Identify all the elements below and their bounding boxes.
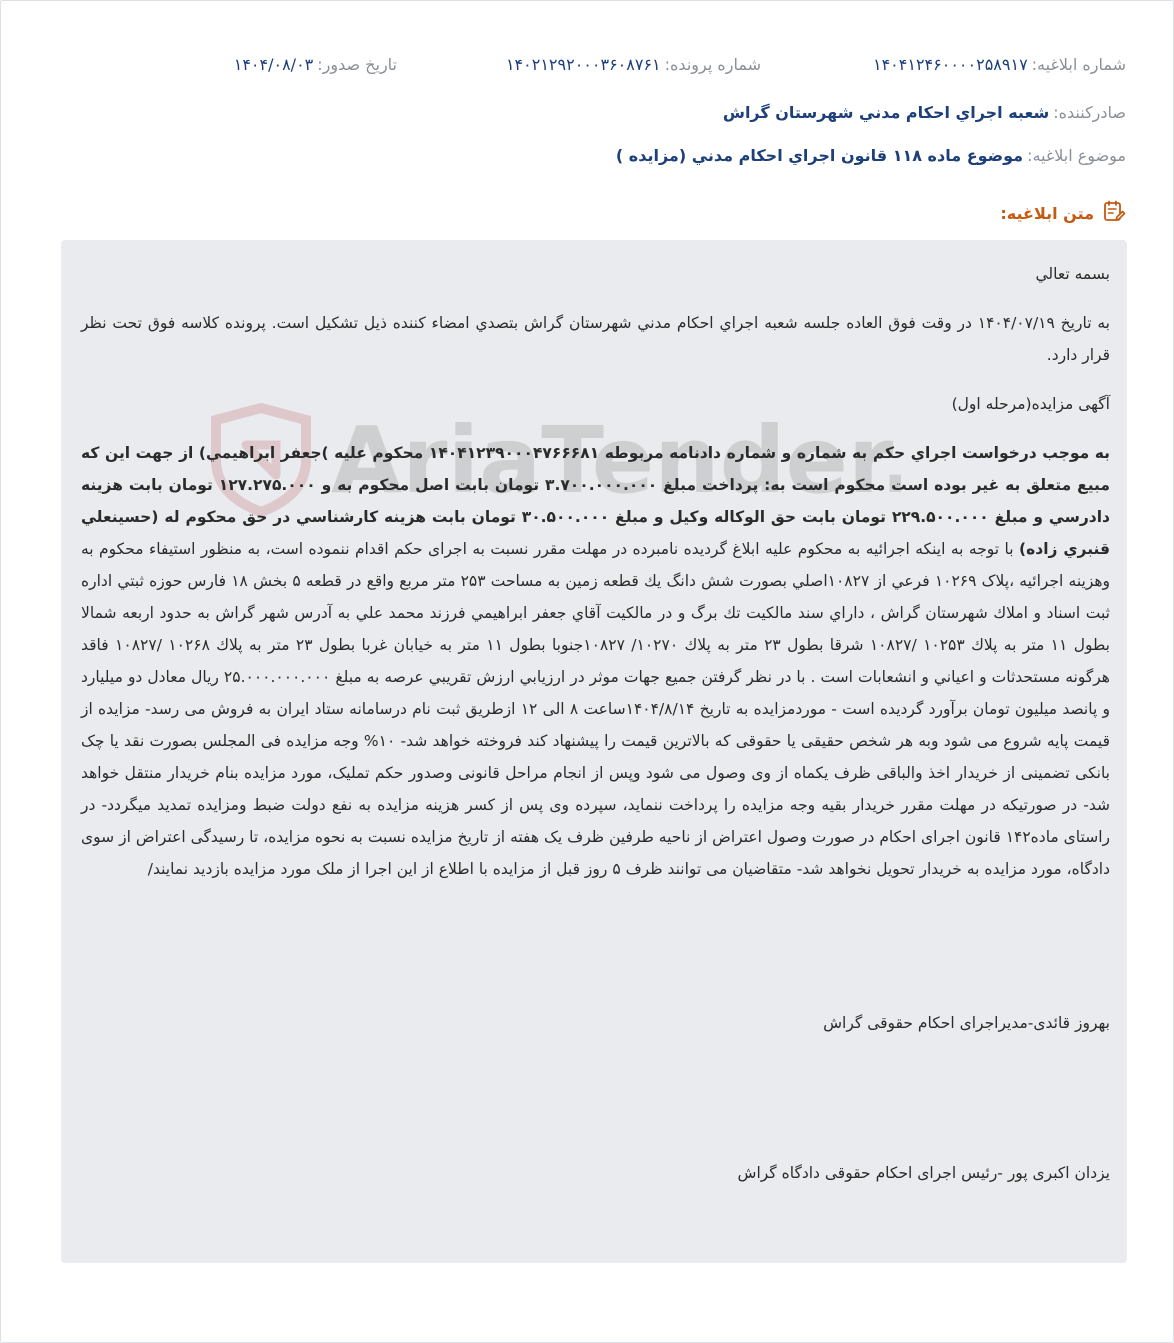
- case-number-value: ۱۴۰۲۱۲۹۲۰۰۰۳۶۰۸۷۶۱: [505, 55, 661, 74]
- notice-content: [81, 258, 1110, 885]
- notice-body-box: [61, 240, 1127, 1263]
- auction-details: با توجه به اینکه اجرائیه به محکوم علیه ابلاغ گردیده نامبرده در مهلت مقرر نسبت به اجرای حکم اقدام ننموده است، به منظور استیفاء محکوم به وهزینه اجرائیه ،پلاک ۱۰۲۶۹ فرعي از ۱۰۸۲۷اصلي بصورت شش دانگ يك قطعه زمين به مساحت ۲۵۳ متر مربع واقع در قطعه ۵ بخش ۱۸ فارس حوزه ثبتي اداره ثبت اسناد و املاك شهرستان گراش ، داراي سند مالكيت تك برگ و در مالكيت آقاي جعفر ابراهيمي فرزند محمد علي به آدرس شهر گراش به حدود اربعه شمالا بطول ۱۱ متر به پلاك ۱۰۲۵۳ /۱۰۸۲۷ شرقا بطول ۲۳ متر به پلاك ۱۰۲۷۰/ ۱۰۸۲۷جنوبا بطول ۱۱ متر به خيابان غربا بطول ۲۳ متر به پلاك ۱۰۲۶۸ /۱۰۸۲۷ فاقد هرگونه مستحدثات و اعياني و انشعابات است . با در نظر گرفتن جميع جهات موثر در ارزيابي ارزش تقريبي عرصه به مبلغ ۲۵.۰۰۰.۰۰۰.۰۰۰ ريال معادل دو ميليارد و پانصد ميليون تومان برآورد گرديده است - موردمزایده به تاریخ ۱۴۰۴/۸/۱۴ساعت ۸ الی ۱۲ ازطریق ثبت نام درسامانه ستاد ایران به فروش می رسد- مزایده از قیمت پایه شروع می شود وبه هر شخص حقیقی یا حقوقی که بالاترین قیمت را پیشنهاد کند فروخته خواهد شد- ۱۰% وجه مزایده فی المجلس بصورت نقد یا چک بانکی تضمینی از خریدار اخذ والباقی ظرف یکماه از وی وصول می شود وپس از انجام مراحل قانونی وصدور حکم تملیک، مورد مزایده بنام خریدار منتقل خواهد شد- در صورتیکه در مهلت مقرر خریدار بقیه وجه مزایده را پرداخت ننماید، سپرده وی پس از کسر هزینه مزایده به نفع دولت ضبط ومزایده تمدید میگردد- در راستای ماده۱۴۲ قانون اجرای احکام در صورت وصول اعتراض از ناحیه طرفین ظرف یک هفته از تاریخ مزایده نسبت به نحوه مزایده، تا رسیدگی اعتراض از سوی دادگاه، مورد مزایده به خریدار تحویل نخواهد شد- متقاضیان می توانند ظرف ۵ روز قبل از مزایده با اطلاع از این اجرا از ملک مورد مزایده بازدید نمایند/: [81, 540, 1111, 878]
- notice-number: [873, 55, 1126, 74]
- issuer-value: شعبه اجراي احکام مدني شهرستان گراش: [722, 102, 1050, 122]
- subject-label: موضوع ابلاغيه:: [1027, 145, 1126, 165]
- subject-row: [616, 140, 1126, 170]
- notice-text-header: [1000, 199, 1126, 227]
- issue-date: [234, 55, 397, 74]
- notice-number-label: شماره ابلاغيه:: [1031, 55, 1126, 74]
- issuer-row: [723, 97, 1126, 127]
- case-number-label: شماره پرونده:: [664, 55, 761, 74]
- case-number: [506, 55, 761, 74]
- judgment-text: به موجب درخواست اجراي حکم به شماره و شماره دادنامه مربوطه ۱۴۰۴۱۲۳۹۰۰۰۴۷۶۶۶۸۱ محکوم عليه )جعفر ابراهيمي) از جهت اين که مبيع متعلق به غير بوده است محکوم است به: پرداخت مبلغ ۳.۷۰۰.۰۰۰.۰۰۰ تومان بابت اصل محکوم به و ۱۲۷.۲۷۵.۰۰۰ تومان بابت هزينه دادرسي و مبلغ ۲۲۹.۵۰۰.۰۰۰ تومان بابت حق الوکاله وکيل و مبلغ ۳۰.۵۰۰.۰۰۰ تومان بابت هزينه کارشناسي در حق محکوم له (حسينعلي قنبري زاده): [81, 444, 1111, 558]
- auction-heading: آگهی مزایده(مرحله اول): [951, 395, 1110, 413]
- greeting: بسمه تعالي: [1035, 265, 1110, 283]
- watermark-text: AriaTender: [331, 407, 881, 514]
- issue-date-label: تاريخ صدور:: [317, 55, 397, 74]
- auction-paragraph: [81, 437, 1110, 885]
- signature-head-of-enforcement: یزدان اکبری پور -رئیس اجرای احکام حقوقی دادگاه گراش: [737, 1164, 1110, 1182]
- session-paragraph: به تاريخ ۱۴۰۴/۰۷/۱۹ در وقت فوق العاده جلسه شعبه اجراي احکام مدني شهرستان گراش بتصدي امضاء کننده ذيل تشکيل است. پرونده کلاسه فوق تحت نظر قرار دارد.: [81, 314, 1110, 364]
- subject-value: موضوع ماده ۱۱۸ قانون اجراي احکام مدني (مزايده ): [615, 145, 1024, 165]
- notice-text-title: متن ابلاغيه:: [1000, 203, 1094, 223]
- signature-executive-manager: بهروز قائدی-مدیراجرای احکام حقوقی گراش: [823, 1014, 1110, 1032]
- issue-date-value: ۱۴۰۴/۰۸/۰۳: [233, 55, 314, 74]
- notice-number-value: ۱۴۰۴۱۲۴۶۰۰۰۰۲۵۸۹۱۷: [872, 55, 1028, 74]
- issuer-label: صادرکننده:: [1053, 102, 1126, 122]
- document-edit-icon: [1102, 199, 1126, 227]
